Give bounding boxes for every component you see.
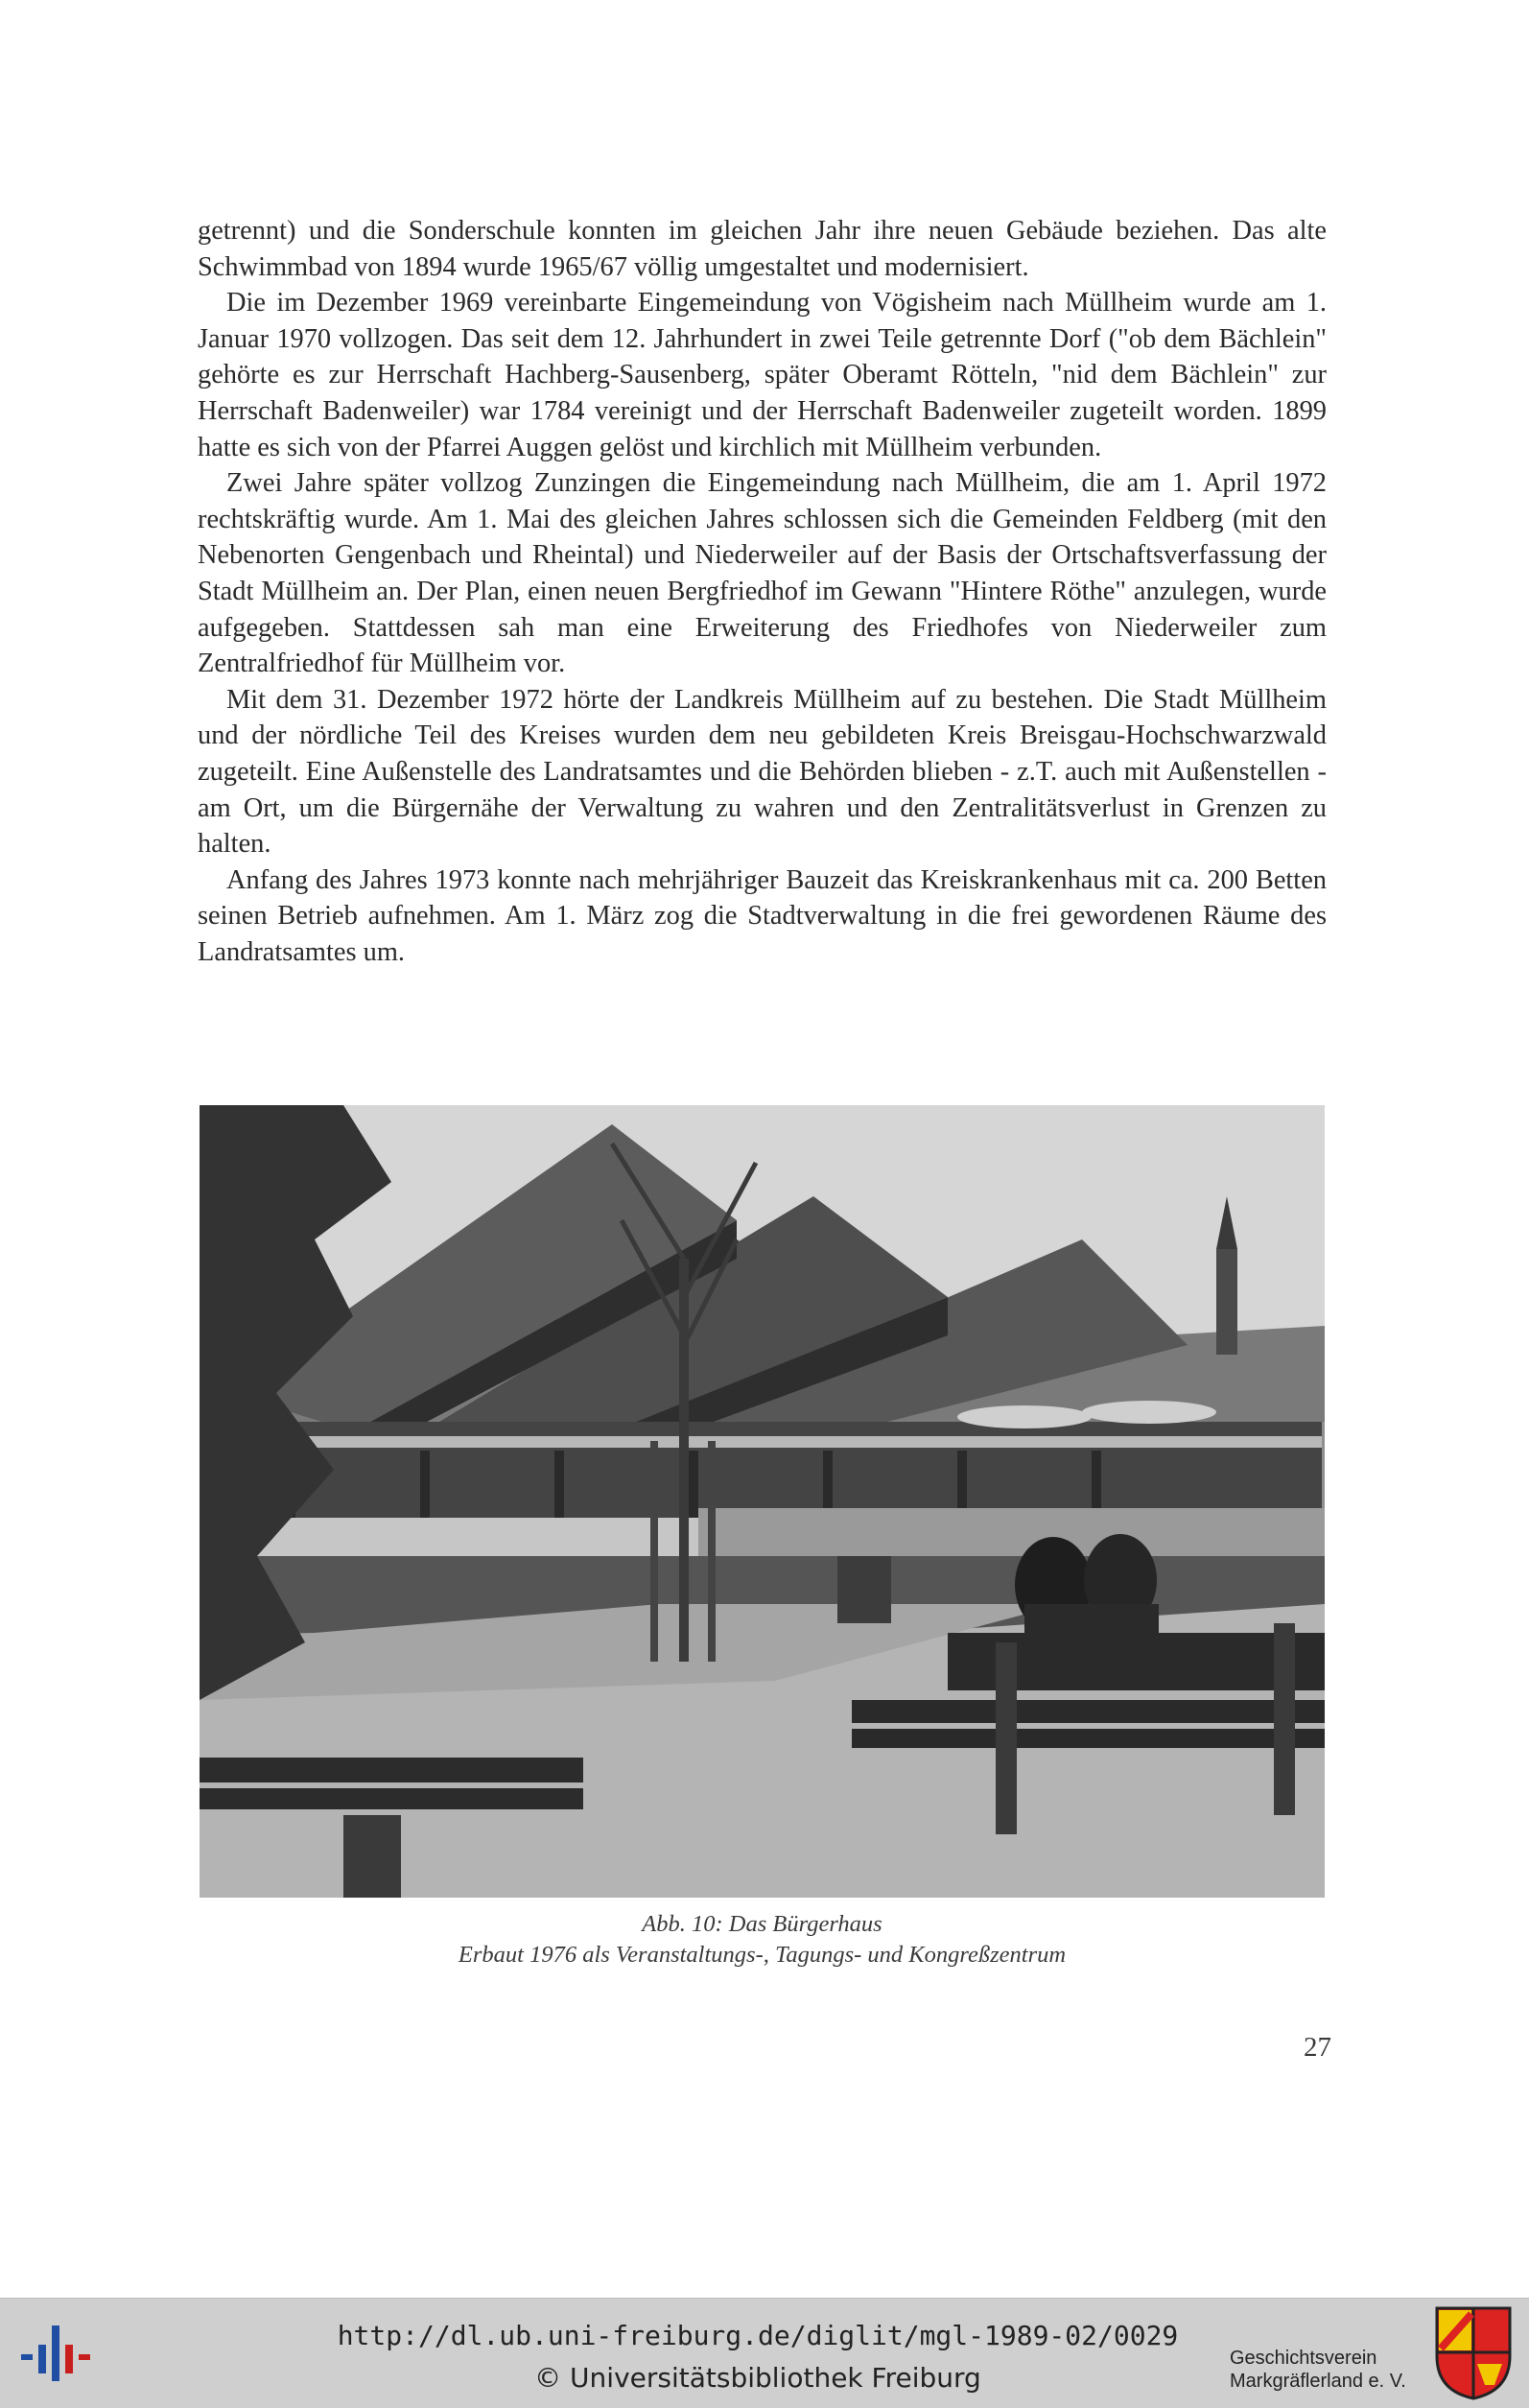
trash-bin: [837, 1556, 891, 1623]
umbrella: [957, 1405, 1092, 1428]
paragraph: Anfang des Jahres 1973 konnte nach mehrjähriger Bauzeit das Kreiskrankenhaus mit ca. 200 Betten seinen Betrieb aufnehmen. Am 1. März zog die Stadtverwaltung in die frei gewordenen Räume des Landratsamtes um.: [198, 864, 1327, 967]
body-text: [198, 213, 1327, 970]
copyright-text: © Universitätsbibliothek Freiburg: [534, 2362, 981, 2394]
source-url-link[interactable]: http://dl.ub.uni-freiburg.de/diglit/mgl-1989-02/0029: [337, 2320, 1179, 2351]
paragraph: Die im Dezember 1969 vereinbarte Eingemeindung von Vögisheim nach Müllheim wurde am 1. Januar 1970 vollzogen. Das seit dem 12. Jahrhundert in zwei Teile getrennte Dorf ("ob dem Bächlein" gehörte es zur Herrschaft Hachberg-Sausenberg, später Oberamt Rötteln, "nid dem Bächlein" zur Herrschaft Badenweiler) war 1784 vereinigt und der Herrschaft Badenweiler zugeteilt worden. 1899 hatte es sich von der Pfarrei Auggen gelöst und kirchlich mit Müllheim verbunden.: [198, 288, 1327, 462]
young-tree-trunk: [679, 1259, 689, 1662]
paragraph: Zwei Jahre später vollzog Zunzingen die Eingemeindung nach Müllheim, die am 1. April 1972 rechtskräftig wurde. Am 1. Mai des gleichen Jahres schlossen sich die Gemeinden Feldberg (mit den Nebenorten Gengenbach und Rheintal) und Niederweiler auf der Basis der Ortschaftsverfassung der Stadt Müllheim an. Der Plan, einen neuen Bergfriedhof im Gewann "Hintere Röthe" anzulegen, wurde aufgegeben. Stattdessen sah man eine Erweiterung des Friedhofes von Niederweiler zum Zentralfriedhof für Müllheim vor.: [198, 468, 1327, 679]
paragraph: getrennt) und die Sonderschule konnten im gleichen Jahr ihre neuen Gebäude beziehen. Das alte Schwimmbad von 1894 wurde 1965/67 völlig umgestaltet und modernisiert.: [198, 216, 1327, 282]
society-name: [1230, 2347, 1422, 2393]
paragraph: Mit dem 31. Dezember 1972 hörte der Landkreis Müllheim auf zu bestehen. Die Stadt Müllheim und der nördliche Teil des Kreises wurden dem neu gebildeten Kreis Breisgau-Hochschwarzwald zugeteilt. Eine Außenstelle des Landratsamtes und die Behörden blieben - z.T. auch mit Außenstellen - am Ort, um die Bürgernähe der Verwaltung zu wahren und den Zentralitätsverlust in Grenzen zu halten.: [198, 684, 1327, 860]
footer-bar: [0, 2298, 1529, 2408]
society-line-1: Geschichtsverein: [1230, 2348, 1377, 2369]
buergerhaus-photo: [200, 1105, 1325, 1898]
caption-line-2: Erbaut 1976 als Veranstaltungs-, Tagungs- und Kongreßzentrum: [458, 1942, 1067, 1968]
figure-caption: [198, 1909, 1327, 1971]
society-line-2: Markgräflerland e. V.: [1230, 2371, 1406, 2392]
church-tower: [1216, 1249, 1237, 1355]
umbrella: [1082, 1401, 1216, 1424]
coat-of-arms-icon: [1435, 2306, 1512, 2400]
caption-line-1: Abb. 10: Das Bürgerhaus: [642, 1911, 882, 1937]
ub-freiburg-logo-icon[interactable]: [21, 2322, 98, 2385]
page-number: 27: [1304, 2032, 1331, 2063]
bench-left: [200, 1758, 583, 1782]
